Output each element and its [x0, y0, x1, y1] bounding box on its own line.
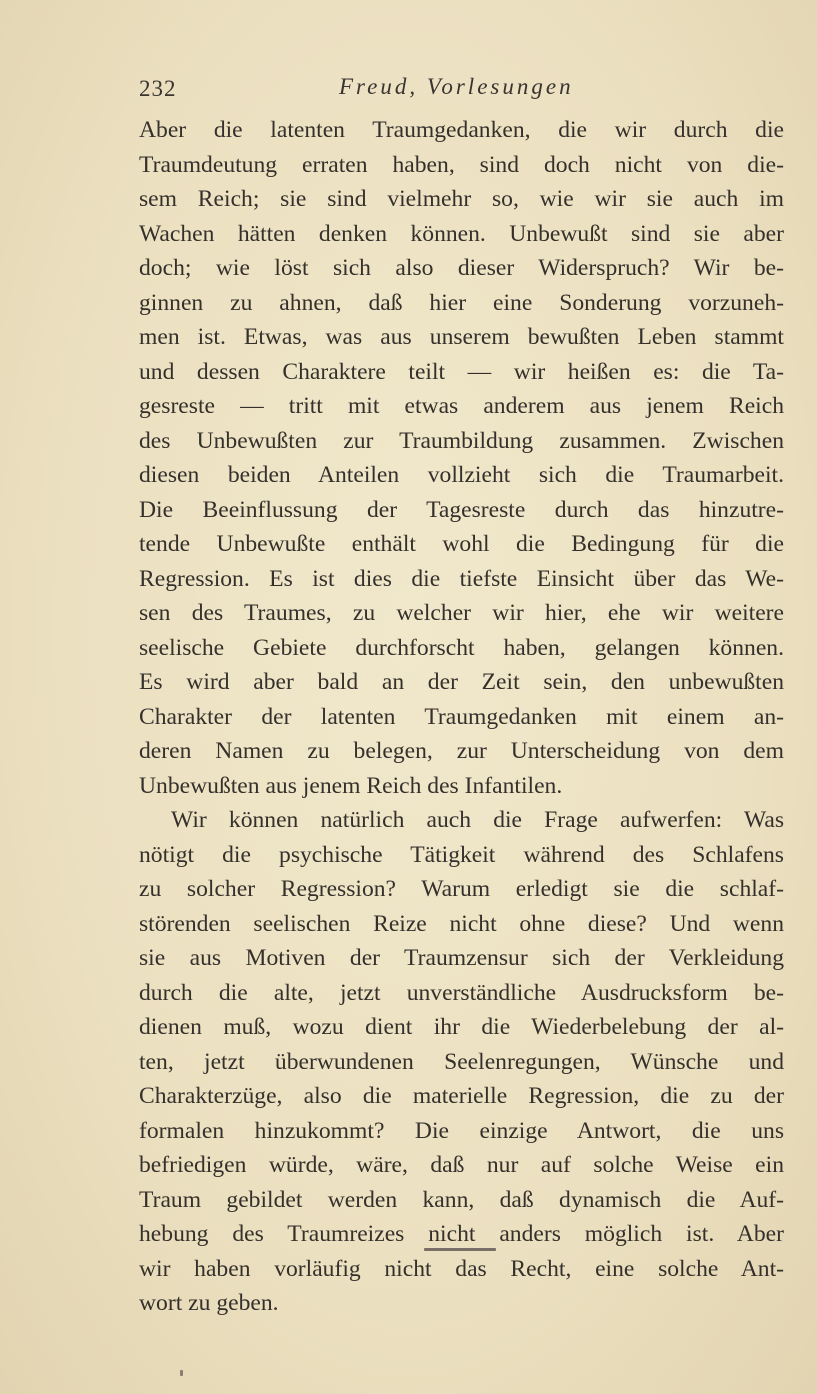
text-line: sem Reich; sie sind vielmehr so, wie wir sie auch im	[139, 186, 784, 212]
text-line: sie aus Motiven der Traumzensur sich der Verkleidung	[139, 945, 784, 971]
text-line: Wir können natürlich auch die Frage aufwerfen: Was	[171, 807, 784, 833]
text-line: deren Namen zu belegen, zur Unterscheidung von dem	[139, 738, 784, 764]
text-line: Charakter der latenten Traumgedanken mit einem an-	[139, 703, 784, 730]
text-line: des Unbewußten zur Traumbildung zusammen. Zwischen	[139, 427, 784, 454]
text-line: Regression. Es ist dies die tiefste Einsicht über das We-	[139, 565, 784, 592]
text-line: dienen muß, wozu dient ihr die Wiederbelebung der al-	[139, 1014, 784, 1040]
text-line: tende Unbewußte enthält wohl die Bedingung für die	[139, 531, 784, 557]
text-line: Unbewußten aus jenem Reich des Infantilen.	[139, 772, 563, 799]
text-line: Traum gebildet werden kann, daß dynamisch die Auf-	[139, 1186, 784, 1213]
text-line: Es wird aber bald an der Zeit sein, den unbewußten	[139, 669, 784, 695]
text-line: Wachen hätten denken können. Unbewußt sind sie aber	[139, 220, 784, 247]
text-line: sen des Traumes, zu welcher wir hier, ehe wir weitere	[139, 600, 784, 626]
text-line: hebung des Traumreizes nicht anders möglich ist. Aber	[139, 1221, 784, 1247]
text-line: befriedigen würde, wäre, daß nur auf solche Weise ein	[139, 1152, 784, 1178]
text-line: Die Beeinflussung der Tagesreste durch das hinzutre-	[139, 496, 784, 523]
text-line: Aber die latenten Traumgedanken, die wir durch die	[139, 117, 784, 143]
text-line: Traumdeutung erraten haben, sind doch nicht von die-	[139, 151, 784, 178]
text-line: zu solcher Regression? Warum erledigt sie die schlaf-	[139, 876, 784, 902]
end-rule	[424, 1248, 496, 1251]
text-line: nötigt die psychische Tätigkeit während des Schlafens	[139, 841, 784, 868]
text-line: ten, jetzt überwundenen Seelenregungen, Wünsche und	[139, 1048, 784, 1075]
text-line: diesen beiden Anteilen vollzieht sich die Traumarbeit.	[139, 462, 784, 488]
text-line: wir haben vorläufig nicht das Recht, eine solche Ant-	[139, 1255, 784, 1282]
text-line: ginnen zu ahnen, daß hier eine Sonderung vorzuneh-	[139, 289, 784, 316]
text-line: formalen hinzukommt? Die einzige Antwort, die uns	[139, 1117, 784, 1144]
page-number: 232	[139, 76, 177, 101]
text-line: wort zu geben.	[139, 1290, 279, 1316]
text-line: und dessen Charaktere teilt — wir heißen es: die Ta-	[139, 358, 784, 385]
body-text	[139, 113, 784, 1321]
paragraph-1	[139, 113, 784, 803]
running-head	[139, 72, 784, 108]
text-line: seelische Gebiete durchforscht haben, gelangen können.	[139, 634, 784, 661]
running-title: Freud, Vorlesungen	[339, 74, 574, 99]
text-line: gesreste — tritt mit etwas anderem aus jenem Reich	[139, 393, 784, 419]
text-line: doch; wie löst sich also dieser Widerspruch? Wir be-	[139, 255, 784, 281]
text-line: men ist. Etwas, was aus unserem bewußten Leben stammt	[139, 324, 784, 350]
text-line: durch die alte, jetzt unverständliche Ausdrucksform be-	[139, 979, 784, 1006]
paragraph-2	[139, 803, 784, 1321]
text-line: Charakterzüge, also die materielle Regression, die zu der	[139, 1083, 784, 1109]
paper-speck	[180, 1370, 183, 1376]
text-line: störenden seelischen Reize nicht ohne diese? Und wenn	[139, 910, 784, 937]
